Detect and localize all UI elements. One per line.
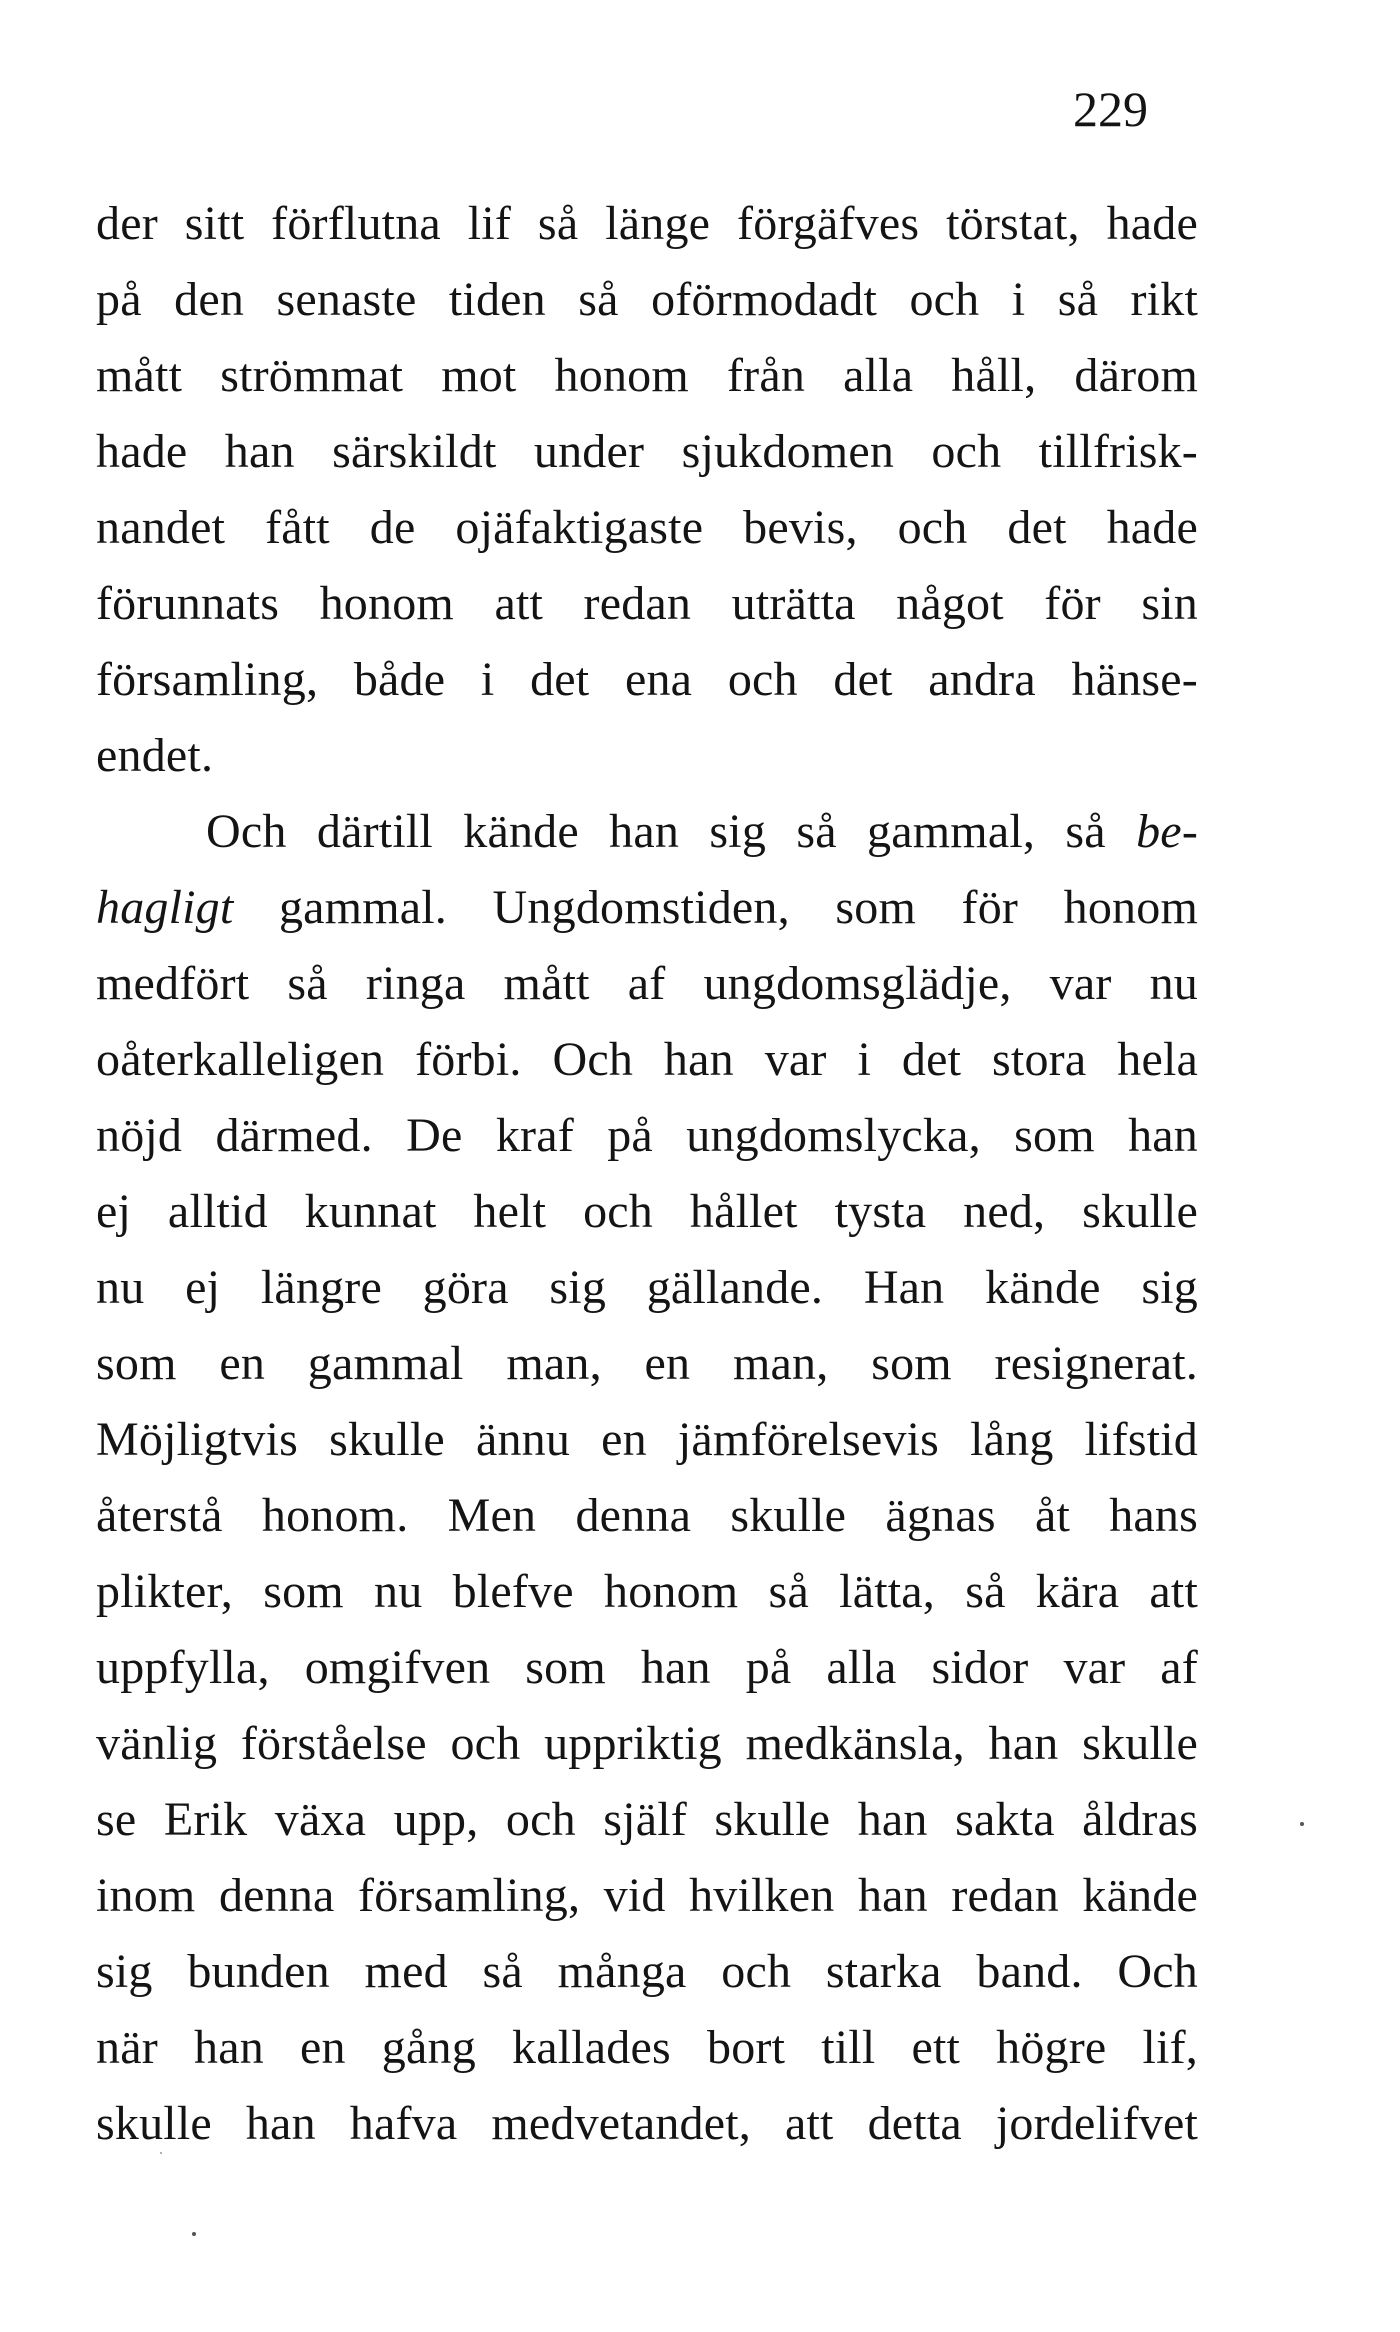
paper-speck: [192, 2232, 196, 2236]
text-line-24: sig bunden med så många och starka band. Och: [96, 1945, 1198, 1998]
paper-speck: [1300, 1822, 1304, 1826]
text-line-12: oåterkalleligen förbi. Och han var i det stora hela: [96, 1033, 1198, 1086]
text-line-19: plikter, som nu blefve honom så lätta, så kära att: [96, 1565, 1198, 1618]
text-line-9-italic: be-: [1136, 805, 1198, 858]
text-line-8: endet.: [96, 729, 214, 782]
text-line-4: hade han särskildt under sjukdomen och tillfrisk-: [96, 425, 1198, 478]
text-line-10-roman: gammal. Ungdomstiden, som för honom: [233, 881, 1198, 934]
text-line-25: när han en gång kallades bort till ett högre lif,: [96, 2021, 1198, 2074]
text-line-26: skulle han hafva medvetandet, att detta jordelifvet: [96, 2097, 1198, 2150]
body-text: [96, 186, 1198, 2162]
paper-speck: [160, 2152, 162, 2154]
text-line-9: [96, 794, 1198, 870]
text-line-21: vänlig förståelse och uppriktig medkänsla, han skulle: [96, 1717, 1198, 1770]
text-line-3: mått strömmat mot honom från alla håll, därom: [96, 349, 1198, 402]
text-line-13: nöjd därmed. De kraf på ungdomslycka, som han: [96, 1109, 1198, 1162]
text-line-5: nandet fått de ojäfaktigaste bevis, och det hade: [96, 501, 1198, 554]
text-line-1: der sitt förflutna lif så länge förgäfves törstat, hade: [96, 197, 1198, 250]
text-line-23: inom denna församling, vid hvilken han redan kände: [96, 1869, 1198, 1922]
text-line-10-italic: hagligt: [96, 881, 234, 934]
text-line-11: medfört så ringa mått af ungdomsglädje, var nu: [96, 957, 1198, 1010]
page-number: 229: [1073, 81, 1148, 137]
text-line-18: återstå honom. Men denna skulle ägnas åt hans: [96, 1489, 1198, 1542]
text-line-2: på den senaste tiden så oförmodadt och i så rikt: [96, 273, 1198, 326]
text-line-7: församling, både i det ena och det andra hänse-: [96, 653, 1198, 706]
text-line-14: ej alltid kunnat helt och hållet tysta ned, skulle: [96, 1185, 1198, 1238]
text-line-17: Möjligtvis skulle ännu en jämförelsevis lång lifstid: [96, 1413, 1198, 1466]
text-line-20: uppfylla, omgifven som han på alla sidor var af: [96, 1641, 1198, 1694]
text-line-9-roman: Och därtill kände han sig så gammal, så: [206, 805, 1137, 858]
text-line-22: se Erik växa upp, och själf skulle han sakta åldras: [96, 1793, 1198, 1846]
text-line-16: som en gammal man, en man, som resignerat.: [96, 1337, 1198, 1390]
text-line-15: nu ej längre göra sig gällande. Han kände sig: [96, 1261, 1198, 1314]
text-line-6: förunnats honom att redan uträtta något för sin: [96, 577, 1198, 630]
text-line-10: [96, 870, 1198, 946]
